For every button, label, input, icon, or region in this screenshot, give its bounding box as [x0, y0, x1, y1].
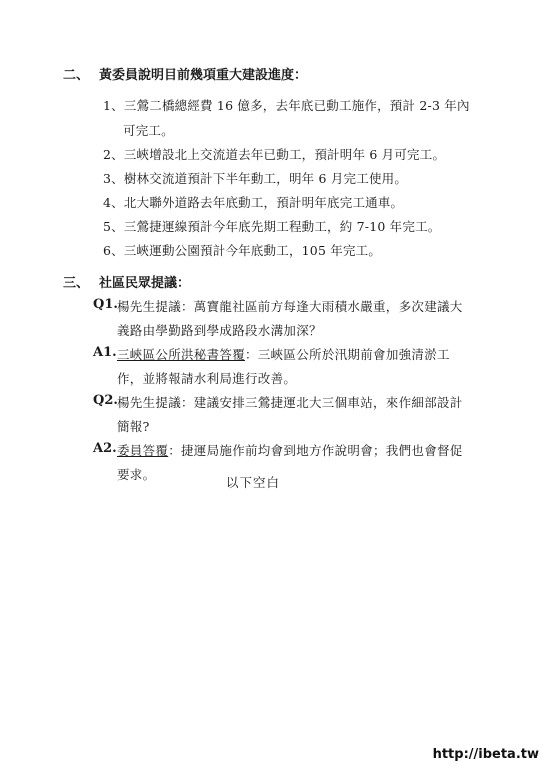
list-item-continuation: 可完工。 — [123, 123, 174, 138]
responder-name: 委員答覆 — [117, 443, 169, 458]
section-3-title: 社區民眾提議： — [99, 276, 191, 291]
question-text-continuation: 義路由學勤路到學成路段水溝加深？ — [117, 323, 322, 338]
section-2-title: 黃委員說明目前幾項重大建設進度： — [99, 68, 308, 83]
answer-label: A1. — [93, 345, 117, 360]
answer-body: ：三峽區公所於汛期前會加強清淤工 — [245, 347, 450, 362]
question-text: 楊先生提議：萬寶龍社區前方每逢大雨積水嚴重，多次建議大 — [117, 299, 463, 314]
section-3-number: 三、 — [63, 276, 90, 291]
list-item: 6、三峽運動公園預計今年底動工，105 年完工。 — [103, 243, 382, 258]
list-item: 4、北大聯外道路去年底動工，預計明年底完工通車。 — [103, 195, 404, 210]
watermark-url: http://ibeta.tw — [432, 747, 539, 762]
list-item: 5、三鶯捷運線預計今年底先期工程動工，約 7-10 年完工。 — [103, 219, 441, 234]
section-2-number: 二、 — [63, 68, 90, 83]
question-text: 楊先生提議：建議安排三鶯捷運北大三個車站，來作細部設計 — [117, 395, 463, 410]
list-item: 1、三鶯二橋總經費 16 億多，去年底已動工施作，預計 2-3 年內 — [103, 98, 470, 113]
answer-text — [117, 441, 463, 459]
list-item: 2、三峽增設北上交流道去年已動工，預計明年 6 月可完工。 — [103, 147, 446, 162]
closing-note: 以下空白 — [226, 475, 281, 490]
answer-text-continuation: 作，並將報請水利局進行改善。 — [117, 371, 297, 386]
question-label: Q2. — [93, 393, 118, 408]
answer-text-continuation: 要求。 — [117, 467, 156, 482]
question-text-continuation: 簡報? — [117, 419, 150, 434]
answer-label: A2. — [93, 441, 117, 456]
question-label: Q1. — [93, 297, 118, 312]
answer-body: ：捷運局施作前均會到地方作說明會；我們也會督促 — [168, 443, 463, 458]
list-item: 3、樹林交流道預計下半年動工，明年 6 月完工使用。 — [103, 171, 408, 186]
responder-name: 三峽區公所洪秘書答覆 — [117, 347, 246, 362]
answer-text — [117, 345, 450, 363]
